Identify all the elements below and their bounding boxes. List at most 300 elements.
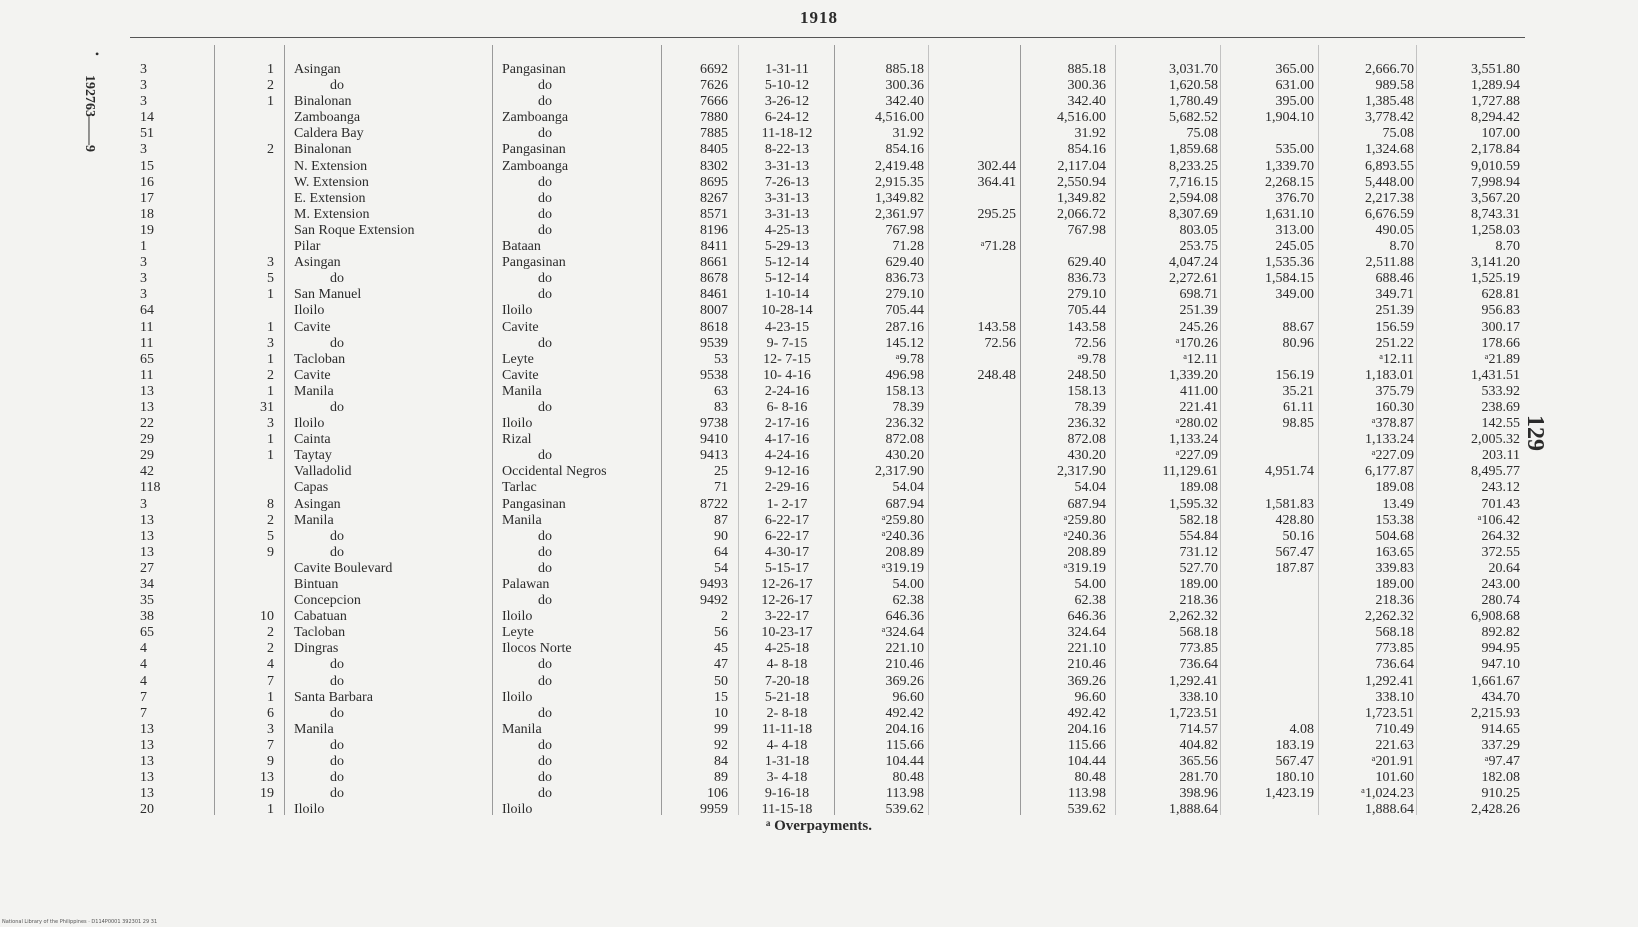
table-cell: 11-18-12 xyxy=(761,126,813,142)
table-cell: 568.18 xyxy=(1375,625,1414,641)
table-row xyxy=(0,239,1638,255)
table-cell: Tacloban xyxy=(294,351,346,367)
table-cell: 160.30 xyxy=(1375,399,1414,415)
table-cell: 688.46 xyxy=(1375,271,1414,287)
table-cell: 854.16 xyxy=(885,142,924,158)
table-cell: 54.00 xyxy=(892,577,924,592)
table-cell: 84 xyxy=(714,754,728,770)
table-cell: 8196 xyxy=(700,222,728,238)
table-cell: 4,047.24 xyxy=(1169,255,1218,271)
table-cell: W. Extension xyxy=(294,174,369,190)
table-cell: 892.82 xyxy=(1481,625,1520,641)
table-row xyxy=(0,657,1638,673)
table-cell: 767.98 xyxy=(885,222,924,238)
table-cell: ᵃ319.19 xyxy=(881,560,924,576)
table-cell: 75.08 xyxy=(1186,126,1218,142)
table-cell: 535.00 xyxy=(1275,142,1314,158)
table-cell: 8 xyxy=(267,496,274,512)
table-cell: 61.11 xyxy=(1283,399,1314,415)
table-cell: 8722 xyxy=(700,496,728,512)
table-row xyxy=(0,706,1638,722)
table-cell: 163.65 xyxy=(1375,544,1414,560)
table-cell: 71.28 xyxy=(892,239,924,255)
table-row xyxy=(0,432,1638,448)
table-cell: 2,272.61 xyxy=(1169,271,1218,287)
table-cell: do xyxy=(538,271,552,287)
table-cell: 1 xyxy=(267,448,274,464)
table-cell: 2,511.88 xyxy=(1365,255,1414,271)
table-cell: 243.00 xyxy=(1481,577,1520,592)
table-cell: Cainta xyxy=(294,432,331,448)
table-cell: 88.67 xyxy=(1282,319,1314,335)
table-cell: 204.16 xyxy=(1067,721,1106,737)
table-row xyxy=(0,223,1638,239)
table-cell: 836.73 xyxy=(1067,271,1106,287)
table-cell: 56 xyxy=(714,625,728,641)
table-row xyxy=(0,497,1638,513)
table-cell: 54.04 xyxy=(1074,480,1106,496)
table-cell: 13 xyxy=(140,737,154,753)
table-cell: 10-28-14 xyxy=(761,303,813,319)
table-cell: Cabatuan xyxy=(294,609,347,625)
table-cell: do xyxy=(538,126,552,142)
table-cell: 87 xyxy=(714,512,728,528)
table-cell: 4.08 xyxy=(1289,721,1314,737)
table-cell: 5-10-12 xyxy=(764,78,810,94)
table-cell: 1-31-11 xyxy=(765,62,809,77)
table-cell: 245.26 xyxy=(1179,319,1218,335)
table-cell: 15 xyxy=(714,689,728,705)
table-cell: M. Extension xyxy=(294,206,370,222)
table-cell: 731.12 xyxy=(1179,544,1218,560)
table-cell: 773.85 xyxy=(1179,641,1218,657)
table-cell: 710.49 xyxy=(1375,721,1414,737)
table-cell: Iloilo xyxy=(502,689,533,705)
table-cell: 1,258.03 xyxy=(1471,222,1520,238)
table-cell: 7885 xyxy=(700,126,728,142)
table-cell: do xyxy=(538,94,552,110)
table-cell: 365.00 xyxy=(1275,62,1314,77)
table-cell: do xyxy=(330,335,344,351)
table-cell: 62.38 xyxy=(1074,593,1106,609)
table-cell: 2,268.15 xyxy=(1265,174,1314,190)
table-cell: 1,183.01 xyxy=(1365,367,1414,383)
table-cell: 7-20-18 xyxy=(764,673,810,689)
table-cell: 2,428.26 xyxy=(1471,802,1520,818)
table-cell: Cavite xyxy=(294,319,331,335)
table-cell: ᵃ106.42 xyxy=(1477,512,1520,528)
table-cell: ᵃ259.80 xyxy=(881,512,924,528)
table-cell: 104.44 xyxy=(1067,754,1106,770)
table-cell: do xyxy=(330,78,344,94)
table-cell: 143.58 xyxy=(1067,319,1106,335)
table-cell: 2,915.35 xyxy=(875,174,924,190)
table-cell: 533.92 xyxy=(1481,383,1520,399)
table-cell: 1-31-18 xyxy=(764,754,810,770)
table-cell: 3,778.42 xyxy=(1365,110,1414,126)
table-cell: 1 xyxy=(267,432,274,448)
table-cell: Zamboanga xyxy=(294,110,361,126)
table-cell: 9410 xyxy=(700,432,728,448)
table-cell: 369.26 xyxy=(1067,673,1106,689)
table-cell: do xyxy=(538,705,552,721)
table-cell: 35.21 xyxy=(1282,383,1314,399)
table-cell: 1 xyxy=(267,351,274,367)
table-cell: Manila xyxy=(502,512,542,528)
table-cell: 372.55 xyxy=(1481,544,1520,560)
table-cell: 29 xyxy=(140,432,154,448)
table-cell: ᵃ71.28 xyxy=(980,239,1016,255)
table-cell: 3 xyxy=(267,416,274,432)
table-cell: 8.70 xyxy=(1495,239,1520,255)
table-cell: 51 xyxy=(140,126,154,142)
table-cell: 2 xyxy=(721,609,728,625)
table-cell: 182.08 xyxy=(1481,770,1520,786)
table-cell: 245.05 xyxy=(1275,239,1314,255)
table-cell: 13 xyxy=(140,786,154,802)
table-cell: 75.08 xyxy=(1382,126,1414,142)
table-cell: 8678 xyxy=(700,271,728,287)
table-cell: 300.36 xyxy=(885,78,924,94)
table-cell: 9538 xyxy=(700,367,728,383)
table-cell: do xyxy=(330,271,344,287)
table-cell: 221.10 xyxy=(885,641,924,657)
table-cell: 80.48 xyxy=(1074,770,1106,786)
table-cell: 101.60 xyxy=(1375,770,1414,786)
table-cell: 1,631.10 xyxy=(1265,206,1314,222)
table-row xyxy=(0,142,1638,158)
table-cell: 50 xyxy=(714,673,728,689)
table-cell: 7666 xyxy=(700,94,728,110)
table-cell: 248.48 xyxy=(977,367,1016,383)
table-cell: 1,535.36 xyxy=(1265,255,1314,271)
table-cell: 11 xyxy=(140,367,154,383)
table-cell: 13 xyxy=(140,544,154,560)
table-cell: 6-22-17 xyxy=(764,512,810,528)
table-cell: 13 xyxy=(140,721,154,737)
table-cell: 238.69 xyxy=(1481,399,1520,415)
table-cell: Occidental Negros xyxy=(502,464,607,480)
table-cell: 4 xyxy=(267,657,274,673)
table-cell: do xyxy=(330,770,344,786)
table-cell: 42 xyxy=(140,464,154,480)
table-cell: 251.39 xyxy=(1375,303,1414,319)
table-cell: 2,005.32 xyxy=(1471,432,1520,448)
table-cell: do xyxy=(538,770,552,786)
table-cell: 1-10-14 xyxy=(764,287,810,303)
table-row xyxy=(0,303,1638,319)
table-cell: Iloilo xyxy=(502,416,533,432)
table-cell: 338.10 xyxy=(1179,689,1218,705)
table-cell: 20 xyxy=(140,802,154,818)
table-cell: 13 xyxy=(140,754,154,770)
table-cell: 96.60 xyxy=(1074,689,1106,705)
table-cell: 4,951.74 xyxy=(1265,464,1314,480)
table-cell: 365.56 xyxy=(1179,754,1218,770)
table-cell: 492.42 xyxy=(885,705,924,721)
table-cell: 8,743.31 xyxy=(1471,206,1520,222)
table-cell: 113.98 xyxy=(1068,786,1106,802)
table-cell: 62.38 xyxy=(892,593,924,609)
table-cell: 1,584.15 xyxy=(1265,271,1314,287)
table-cell: 7,998.94 xyxy=(1471,174,1520,190)
table-row xyxy=(0,577,1638,593)
table-cell: 349.71 xyxy=(1375,287,1414,303)
table-cell: Taytay xyxy=(294,448,332,464)
table-cell: 7626 xyxy=(700,78,728,94)
table-row xyxy=(0,529,1638,545)
table-cell: 714.57 xyxy=(1179,721,1218,737)
table-cell: 34 xyxy=(140,577,154,592)
table-cell: 9 xyxy=(267,754,274,770)
table-cell: 19 xyxy=(260,786,274,802)
table-row xyxy=(0,545,1638,561)
table-cell: 295.25 xyxy=(977,206,1016,222)
table-cell: 183.19 xyxy=(1275,737,1314,753)
table-cell: 72.56 xyxy=(984,335,1016,351)
table-cell: 29 xyxy=(140,448,154,464)
table-cell: do xyxy=(538,560,552,576)
table-cell: 187.87 xyxy=(1275,560,1314,576)
table-cell: 80.96 xyxy=(1282,335,1314,351)
table-row xyxy=(0,287,1638,303)
table-cell: 872.08 xyxy=(885,432,924,448)
table-row xyxy=(0,207,1638,223)
table-cell: 3-31-13 xyxy=(764,158,810,174)
table-cell: 527.70 xyxy=(1179,560,1218,576)
table-cell: 6- 8-16 xyxy=(766,399,808,415)
table-cell: Manila xyxy=(294,383,334,399)
table-row xyxy=(0,464,1638,480)
table-cell: 2,550.94 xyxy=(1057,174,1106,190)
table-cell: 65 xyxy=(140,625,154,641)
table-cell: 3,031.70 xyxy=(1169,62,1218,77)
table-cell: 251.39 xyxy=(1179,303,1218,319)
table-cell: 4-30-17 xyxy=(764,544,810,560)
table-row xyxy=(0,255,1638,271)
table-cell: 236.32 xyxy=(1067,416,1106,432)
table-cell: 53 xyxy=(714,351,728,367)
table-cell: 12-26-17 xyxy=(761,577,813,592)
table-cell: 8405 xyxy=(700,142,728,158)
table-cell: 203.11 xyxy=(1482,448,1520,464)
table-cell: 910.25 xyxy=(1481,786,1520,802)
table-cell: 9-16-18 xyxy=(764,786,810,802)
table-cell: 8267 xyxy=(700,190,728,206)
table-cell: do xyxy=(538,673,552,689)
table-cell: 3,141.20 xyxy=(1471,255,1520,271)
table-row xyxy=(0,561,1638,577)
table-cell: 395.00 xyxy=(1275,94,1314,110)
table-cell: 180.10 xyxy=(1275,770,1314,786)
table-cell: 504.68 xyxy=(1375,528,1414,544)
table-cell: 6 xyxy=(267,705,274,721)
table-cell: 4-24-16 xyxy=(764,448,810,464)
table-cell: 5-12-14 xyxy=(764,271,810,287)
table-cell: 4- 8-18 xyxy=(766,657,808,673)
table-cell: 253.75 xyxy=(1179,239,1218,255)
table-cell: 1 xyxy=(267,94,274,110)
table-cell: 736.64 xyxy=(1179,657,1218,673)
table-cell: do xyxy=(538,190,552,206)
table-cell: 736.64 xyxy=(1375,657,1414,673)
table-cell: do xyxy=(538,737,552,753)
table-cell: Manila xyxy=(502,721,542,737)
table-cell: do xyxy=(538,528,552,544)
table-cell: 1 xyxy=(267,287,274,303)
table-cell: Asingan xyxy=(294,255,341,271)
table-cell: 339.83 xyxy=(1375,560,1414,576)
table-cell: 3 xyxy=(140,255,147,271)
table-cell: 8695 xyxy=(700,174,728,190)
table-cell: Concepcion xyxy=(294,593,361,609)
table-cell: 78.39 xyxy=(892,399,924,415)
table-row xyxy=(0,94,1638,110)
table-row xyxy=(0,352,1638,368)
table-cell: 1 xyxy=(267,689,274,705)
table-cell: 3 xyxy=(267,255,274,271)
table-cell: 64 xyxy=(714,544,728,560)
table-cell: 3 xyxy=(140,62,147,77)
table-cell: 885.18 xyxy=(885,62,924,77)
table-cell: Cavite Boulevard xyxy=(294,560,393,576)
table-cell: 35 xyxy=(140,593,154,609)
table-row xyxy=(0,110,1638,126)
table-cell: 11-15-18 xyxy=(761,802,813,818)
table-cell: 189.00 xyxy=(1375,577,1414,592)
table-cell: 1,727.88 xyxy=(1471,94,1520,110)
table-cell: 5-15-17 xyxy=(764,560,810,576)
table-row xyxy=(0,609,1638,625)
table-cell: 646.36 xyxy=(1067,609,1106,625)
table-cell: 430.20 xyxy=(885,448,924,464)
table-cell: 31.92 xyxy=(892,126,924,142)
table-row xyxy=(0,368,1638,384)
table-cell: do xyxy=(538,174,552,190)
table-cell: 5-29-13 xyxy=(764,239,810,255)
table-cell: 218.36 xyxy=(1375,593,1414,609)
table-cell: 115.66 xyxy=(886,737,924,753)
table-cell: 2,666.70 xyxy=(1365,62,1414,77)
table-cell: 1,525.19 xyxy=(1471,271,1520,287)
table-cell: 243.12 xyxy=(1481,480,1520,496)
table-cell: 64 xyxy=(140,303,154,319)
table-cell: do xyxy=(330,705,344,721)
table-cell: 3- 4-18 xyxy=(766,770,808,786)
table-cell: 142.55 xyxy=(1481,416,1520,432)
table-cell: ᵃ240.36 xyxy=(1063,528,1106,544)
table-cell: Iloilo xyxy=(294,416,325,432)
table-cell: 1,581.83 xyxy=(1265,496,1314,512)
table-cell: 1,780.49 xyxy=(1169,94,1218,110)
table-cell: 313.00 xyxy=(1275,222,1314,238)
table-row xyxy=(0,802,1638,818)
table-cell: 539.62 xyxy=(885,802,924,818)
table-cell: 1 xyxy=(267,319,274,335)
table-cell: 13 xyxy=(140,383,154,399)
table-cell: 3,567.20 xyxy=(1471,190,1520,206)
table-cell: 646.36 xyxy=(885,609,924,625)
table-cell: 687.94 xyxy=(1067,496,1106,512)
table-cell: 5,448.00 xyxy=(1365,174,1414,190)
table-cell: 4-25-18 xyxy=(764,641,810,657)
table-cell: 80.48 xyxy=(892,770,924,786)
table-cell: Leyte xyxy=(502,625,534,641)
table-cell: 1,324.68 xyxy=(1365,142,1414,158)
table-cell: 13.49 xyxy=(1382,496,1414,512)
table-cell: 54.00 xyxy=(1074,577,1106,592)
table-cell: 99 xyxy=(714,721,728,737)
table-cell: 705.44 xyxy=(885,303,924,319)
table-cell: 3-22-17 xyxy=(764,609,810,625)
table-cell: 13 xyxy=(140,399,154,415)
table-cell: 9492 xyxy=(700,593,728,609)
table-row xyxy=(0,593,1638,609)
table-cell: 8-22-13 xyxy=(764,142,810,158)
table-cell: 13 xyxy=(260,770,274,786)
table-cell: Bataan xyxy=(502,239,541,255)
table-cell: Tarlac xyxy=(502,480,537,496)
table-row xyxy=(0,448,1638,464)
table-cell: 1,888.64 xyxy=(1365,802,1414,818)
table-cell: Leyte xyxy=(502,351,534,367)
table-cell: 8,294.42 xyxy=(1471,110,1520,126)
table-cell: 31.92 xyxy=(1074,126,1106,142)
table-cell: 836.73 xyxy=(885,271,924,287)
table-cell: 582.18 xyxy=(1179,512,1218,528)
table-cell: 1 xyxy=(140,239,147,255)
table-cell: 376.70 xyxy=(1275,190,1314,206)
table-cell: 430.20 xyxy=(1067,448,1106,464)
table-cell: 300.36 xyxy=(1067,78,1106,94)
table-cell: 1,339.70 xyxy=(1265,158,1314,174)
table-cell: 1,723.51 xyxy=(1169,705,1218,721)
table-cell: 208.89 xyxy=(885,544,924,560)
table-cell: 7 xyxy=(267,673,274,689)
table-cell: 3-31-13 xyxy=(764,206,810,222)
table-cell: 1,595.32 xyxy=(1169,496,1218,512)
table-cell: 210.46 xyxy=(885,657,924,673)
table-cell: 2,178.84 xyxy=(1471,142,1520,158)
table-cell: 404.82 xyxy=(1179,737,1218,753)
archive-credit: National Library of the Philippines · D114P0001 392301 29 31 xyxy=(2,919,158,925)
table-cell: 1,289.94 xyxy=(1471,78,1520,94)
table-cell: 47 xyxy=(714,657,728,673)
table-cell: do xyxy=(330,737,344,753)
table-cell: 1,385.48 xyxy=(1365,94,1414,110)
table-cell: 1,661.67 xyxy=(1471,673,1520,689)
table-cell: 338.10 xyxy=(1375,689,1414,705)
table-cell: 8.70 xyxy=(1389,239,1414,255)
table-cell: Cavite xyxy=(502,319,539,335)
table-row xyxy=(0,770,1638,786)
table-cell: Iloilo xyxy=(502,609,533,625)
table-cell: 9 xyxy=(267,544,274,560)
table-cell: 89 xyxy=(714,770,728,786)
table-cell: 5-12-14 xyxy=(764,255,810,271)
table-cell: 9-12-16 xyxy=(764,464,810,480)
table-row xyxy=(0,674,1638,690)
table-row xyxy=(0,191,1638,207)
table-cell: 8661 xyxy=(700,255,728,271)
table-cell: 13 xyxy=(140,770,154,786)
table-cell: 10-23-17 xyxy=(761,625,813,641)
table-cell: 3 xyxy=(140,142,147,158)
table-cell: 1,431.51 xyxy=(1471,367,1520,383)
table-row xyxy=(0,175,1638,191)
table-cell: 369.26 xyxy=(885,673,924,689)
table-cell: 914.65 xyxy=(1481,721,1520,737)
